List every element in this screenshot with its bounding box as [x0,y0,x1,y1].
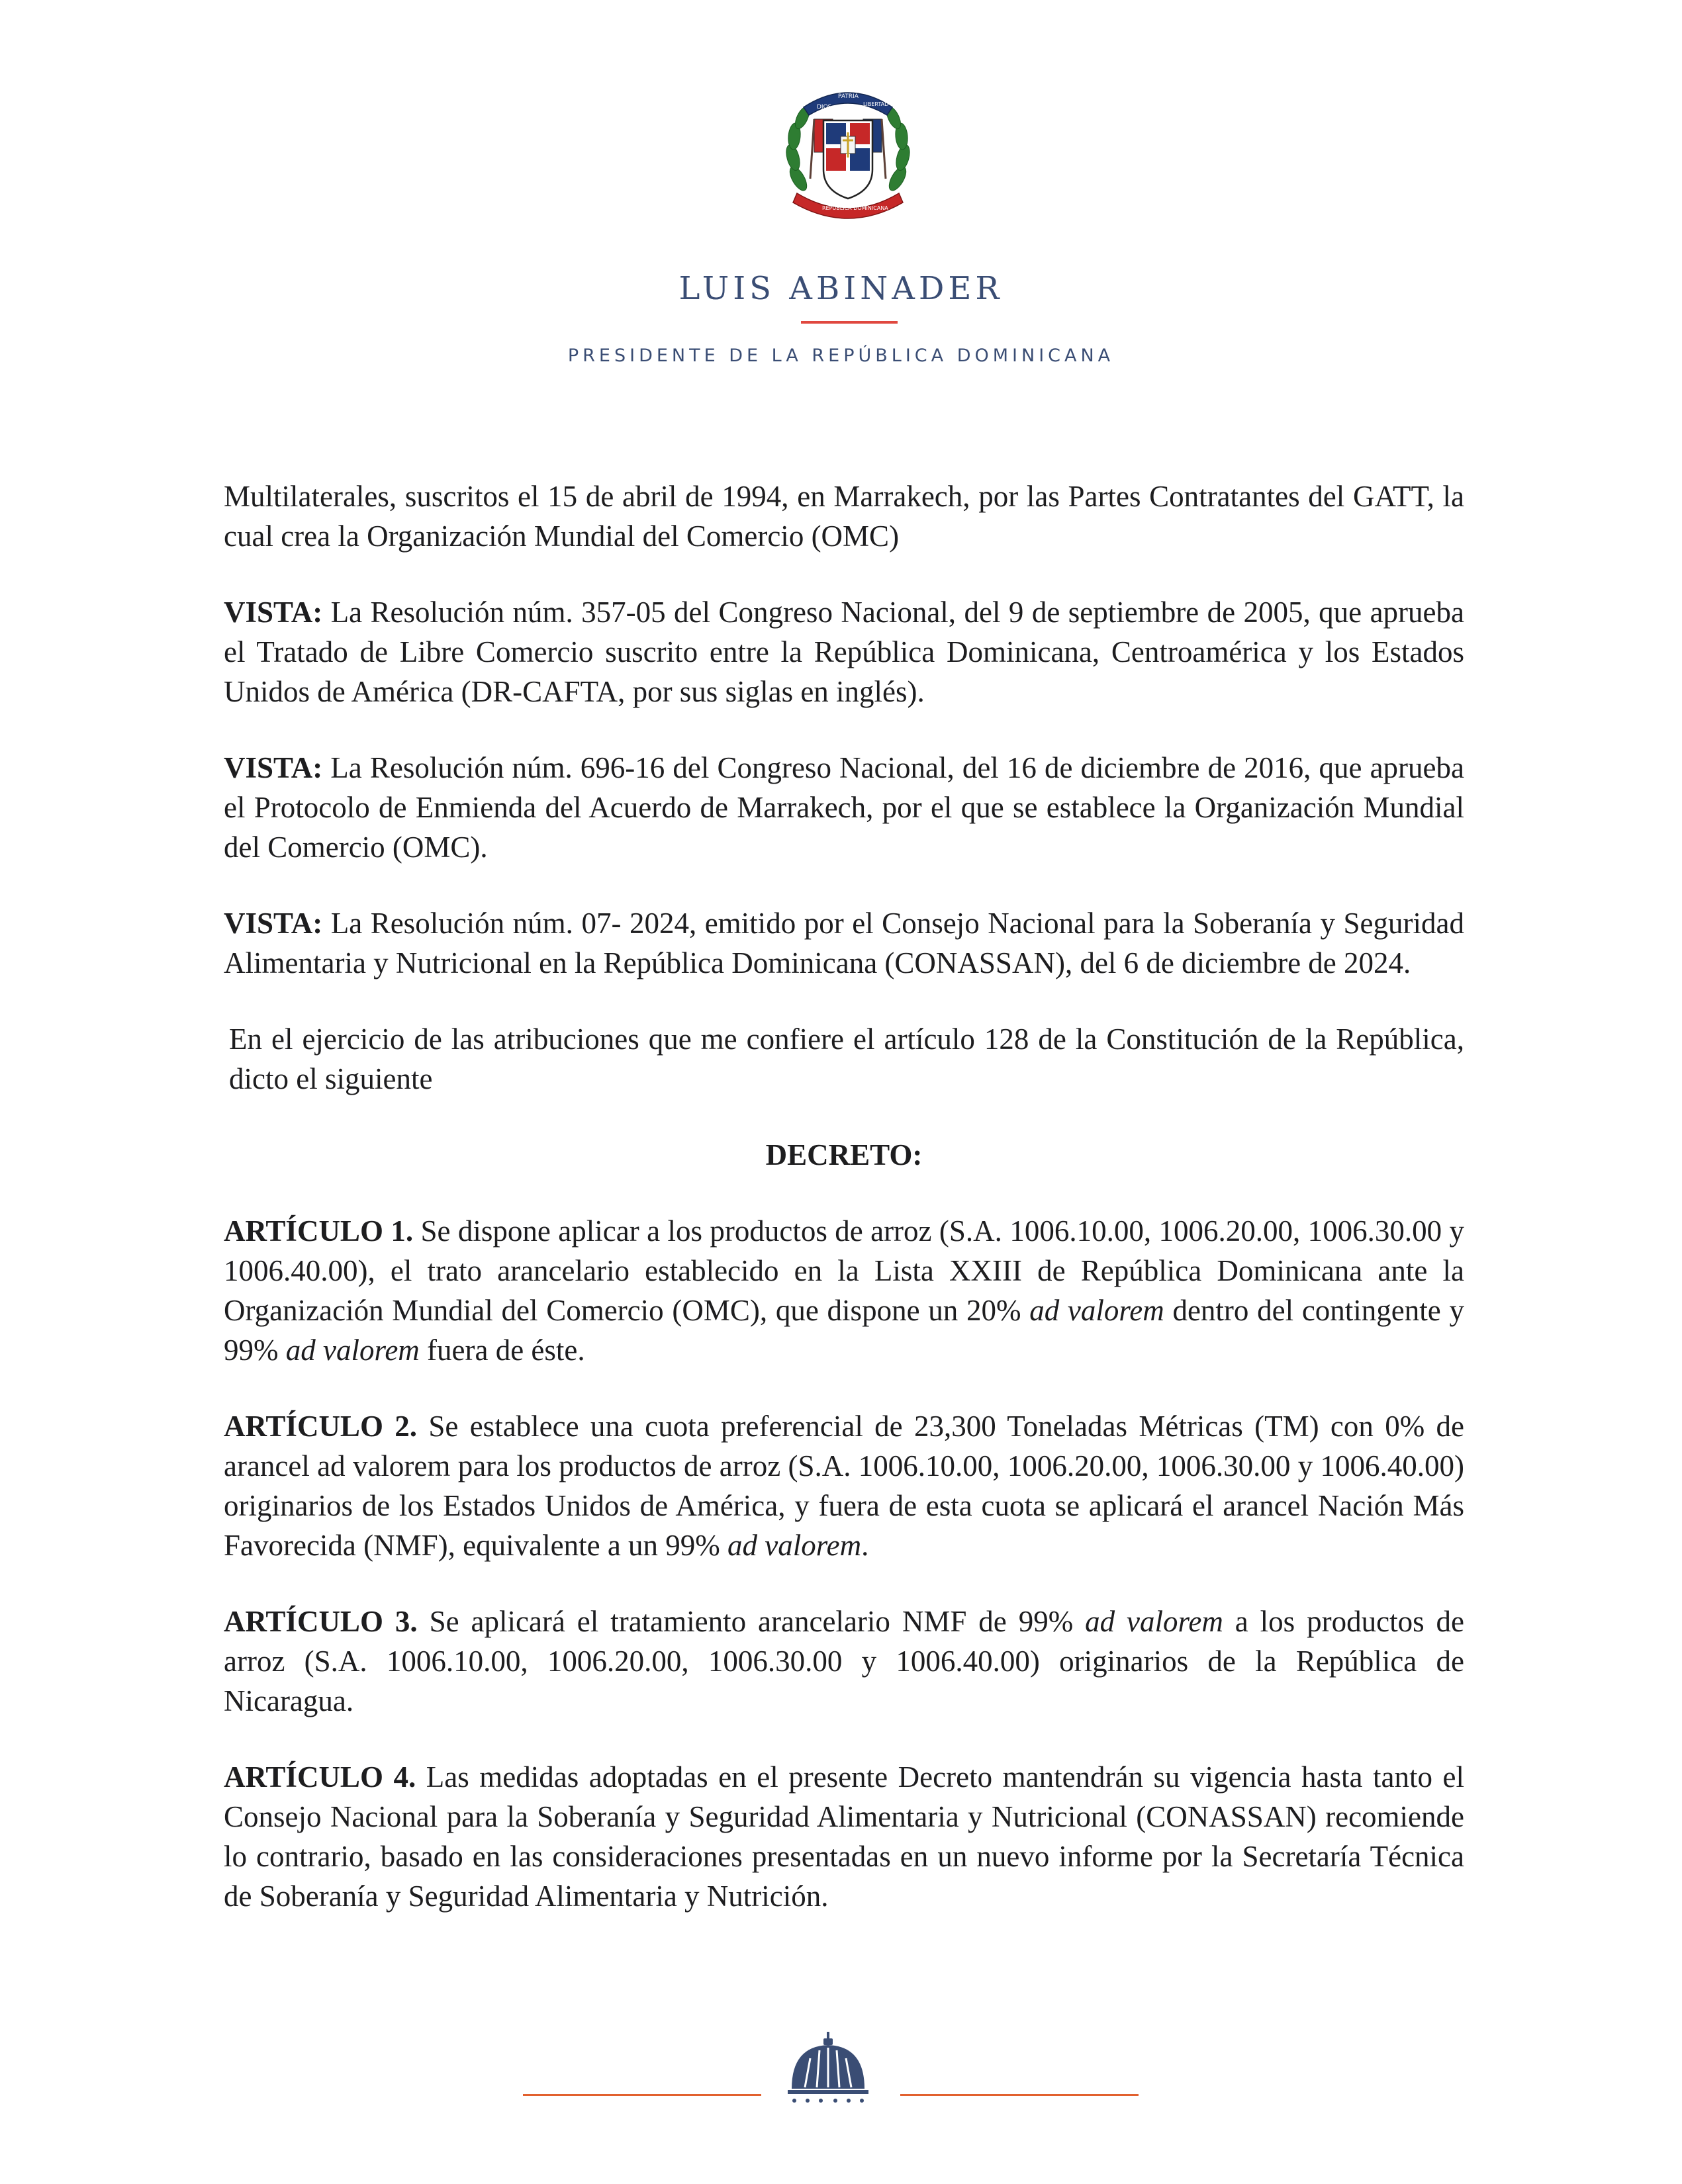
article-text: fuera de éste. [419,1334,585,1367]
article-text: Las medidas adoptadas en el presente Decreto mantendrán su vigencia hasta tanto el Consejo Nacional para la Soberanía y Seguridad Alimentaria y Nutricional (CONASSAN) recomiende lo contrario, basado en las consideraciones presentadas en un nuevo informe por la Secretaría Técnica de Soberanía y Seguridad Alimentaria y Nutrición. [224,1760,1465,1913]
coat-of-arms-icon [777,79,919,224]
vista-label: VISTA: [224,596,323,629]
seal-bottom-ribbon-text: REPUBLICA DOMINICANA [822,205,888,211]
seal-motto-left: DIOS [817,104,832,111]
footer-divider-right [900,2094,1139,2096]
article-text: Se dispone aplicar a los productos de arroz (S.A. 1006.10.00, 1006.20.00, 1006.30.00 y 1006.40.00), el trato arancelario establecido en la Lista XXIII de República Dominicana ante la Organización Mundial del Comercio (OMC), que dispone un 20% [224,1214,1465,1327]
seal-motto-center: PATRIA [838,93,859,100]
article-3 [224,1602,1464,1721]
article-label: ARTÍCULO 3. [224,1605,418,1638]
name-underline [801,321,898,324]
article-text: dentro del contingente y 99% [224,1294,1464,1367]
vista-label: VISTA: [224,907,323,940]
article-italic: ad valorem [727,1529,862,1562]
paragraph-continuation: Multilaterales, suscritos el 15 de abril de 1994, en Marrakech, por las Partes Contratantes del GATT, la cual crea la Organización Mundial del Comercio (OMC) [224,480,1464,553]
vista-text: La Resolución núm. 357-05 del Congreso Nacional, del 9 de septiembre de 2005, que aprueba el Tratado de Libre Comercio suscrito entre la República Dominicana, Centroamérica y los Estados Unidos de América (DR-CAFTA, por sus siglas en inglés). [224,596,1464,708]
article-label: ARTÍCULO 1. [224,1214,414,1248]
article-label: ARTÍCULO 4. [224,1760,416,1794]
president-title: PRESIDENTE DE LA REPÚBLICA DOMINICANA [567,345,1115,366]
footer-divider-left [523,2094,761,2096]
paragraph-vista-3 [224,903,1464,983]
article-2 [224,1406,1464,1565]
paragraph-vista-2 [224,748,1464,867]
article-text: . [861,1529,869,1562]
decree-body [224,477,1464,1952]
article-1 [224,1211,1464,1370]
article-4 [224,1757,1464,1916]
article-label: ARTÍCULO 2. [224,1410,418,1443]
paragraph-vista-1 [224,592,1464,711]
vista-text: La Resolución núm. 07- 2024, emitido por el Consejo Nacional para la Soberanía y Seguridad Alimentaria y Nutricional en la República Dominicana (CONASSAN), del 6 de diciembre de 2024. [224,907,1464,979]
decree-heading: DECRETO: [765,1138,923,1171]
seal-motto-right: LIBERTAD [863,101,889,107]
paragraph-attributions: En el ejercicio de las atribuciones que me confiere el artículo 128 de la Constitución de la República, dicto el siguiente [229,1023,1464,1095]
vista-label: VISTA: [224,751,323,784]
article-text: a los productos de arroz (S.A. 1006.10.00, 1006.20.00, 1006.30.00 y 1006.40.00) originarios de la República de Nicaragua. [224,1605,1464,1717]
vista-text: La Resolución núm. 696-16 del Congreso Nacional, del 16 de diciembre de 2016, que aprueba el Protocolo de Enmienda del Acuerdo de Marrakech, por el que se establece la Organización Mundial del Comercio (OMC). [224,751,1464,864]
article-text: Se aplicará el tratamiento arancelario NMF de 99% [417,1605,1086,1638]
article-italic: ad valorem [1029,1294,1164,1327]
president-name: LUIS ABINADER [678,270,1004,307]
article-italic: ad valorem [1085,1605,1223,1638]
article-text: Se establece una cuota preferencial de 23,300 Toneladas Métricas (TM) con 0% de arancel ad valorem para los productos de arroz (S.A. 1006.10.00, 1006.20.00, 1006.30.00 y 1006.40.00) originarios de los Estados Unidos de América, y fuera de esta cuota se aplicará el arancel Nación Más Favorecida (NMF), equivalente a un 99% [224,1410,1464,1562]
national-palace-dome-icon [785,2032,871,2106]
article-italic: ad valorem [285,1334,420,1367]
